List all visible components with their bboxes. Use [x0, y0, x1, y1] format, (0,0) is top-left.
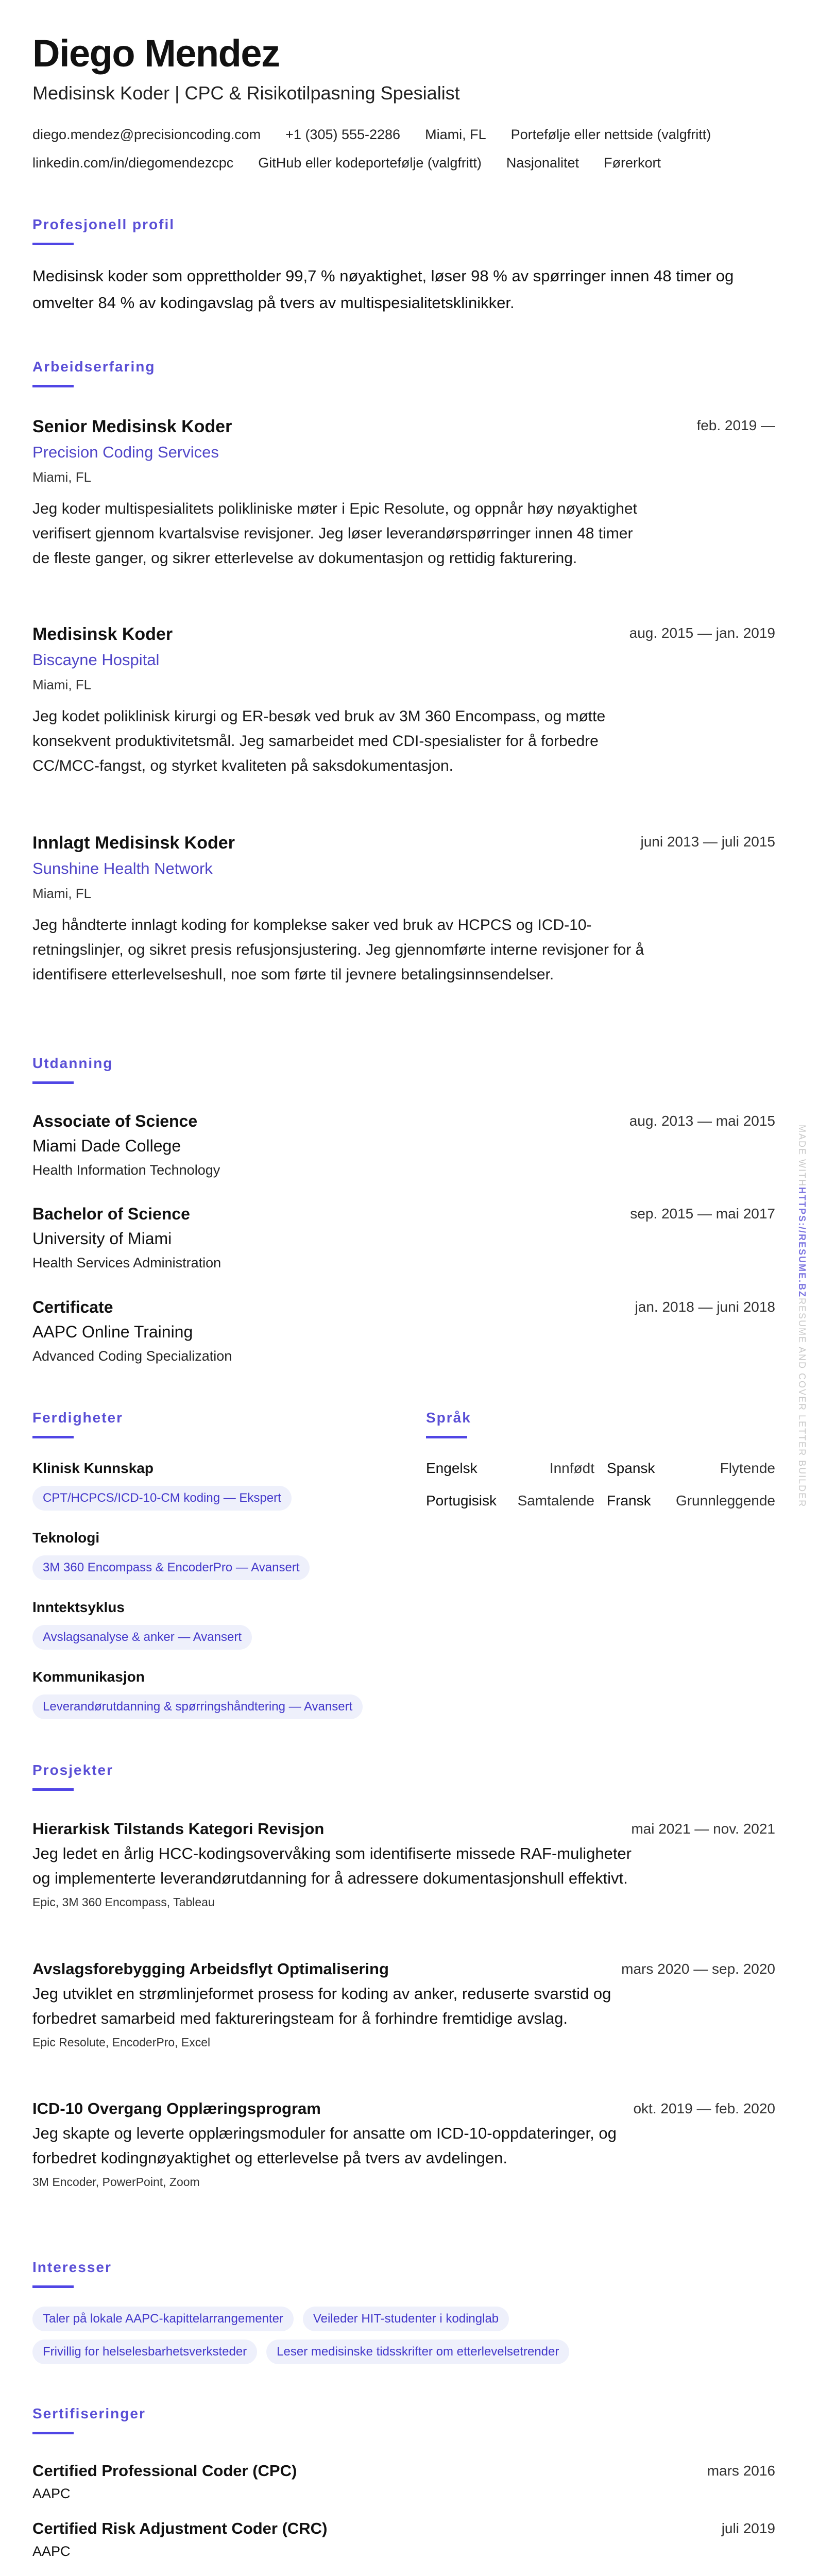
education-date: aug. 2013 — mai 2015 [629, 1113, 775, 1129]
project-date: mars 2020 — sep. 2020 [621, 1961, 775, 1977]
contact-linkedin[interactable]: linkedin.com/in/diegomendezcpc [32, 155, 234, 171]
contact-portfolio[interactable]: Portefølje eller nettside (valgfritt) [510, 127, 711, 142]
language-item [426, 1458, 594, 1479]
interest-tag: Frivillig for helselesbarhetsverksteder [32, 2340, 257, 2364]
job-description: Jeg håndterte innlagt koding for komplekse saker ved bruk av HCPCS og ICD-10-retningslinjer, og sikret presis refusjonsjustering. Jeg gjennomførte interne revisjoner for å identifisere etterlevelseshull, noe som førte til jevnere betalingsinnsendelser. [32, 917, 644, 983]
skill-group [32, 1667, 393, 1719]
contact-list [32, 121, 779, 177]
education-date: sep. 2015 — mai 2017 [630, 1206, 775, 1222]
skill-category: Teknologi [32, 1530, 100, 1546]
job-title: Senior Medisinsk Koder [32, 417, 232, 436]
project-title: Hierarkisk Tilstands Kategori Revisjon [32, 1820, 325, 1838]
skill-tag: 3M 360 Encompass & EncoderPro — Avansert [32, 1555, 310, 1580]
project-date: okt. 2019 — feb. 2020 [633, 2100, 775, 2116]
section-heading: Sertifiseringer [32, 2405, 146, 2421]
skill-group [32, 1597, 393, 1650]
candidate-name: Diego Mendez [32, 32, 280, 75]
certification-date: mars 2016 [707, 2463, 775, 2479]
skill-category: Inntektsyklus [32, 1599, 125, 1615]
education-degree: Associate of Science [32, 1112, 198, 1130]
job-company: Precision Coding Services [32, 443, 219, 461]
section-divider [32, 1788, 74, 1791]
interest-tag: Taler på lokale AAPC-kapittelarrangementer [32, 2307, 294, 2331]
job-entry [32, 413, 775, 571]
job-description: Jeg koder multispesialitets polikliniske møter i Epic Resolute, og oppnår høy nøyaktighet verifisert gjennom kvartalsvise revisjoner. Jeg løser leverandørspørringer innen 48 timer de fleste ganger, og sikrer etterlevelse av dokumentasjon og rettidig fakturering. [32, 500, 637, 567]
certification-title: Certified Professional Coder (CPC) [32, 2462, 297, 2480]
language-level: Grunnleggende [675, 1493, 775, 1509]
language-level: Samtalende [517, 1493, 594, 1509]
section-divider [32, 385, 74, 387]
section-heading: Arbeidserfaring [32, 359, 156, 375]
section-divider [32, 243, 74, 245]
contact-email[interactable]: diego.mendez@precisioncoding.com [32, 127, 261, 142]
experience-section [32, 357, 775, 387]
language-item [426, 1490, 594, 1511]
project-tech: 3M Encoder, PowerPoint, Zoom [32, 2175, 200, 2189]
skills-section [32, 1408, 393, 1736]
interest-tag: Leser medisinske tidsskrifter om etterlevelsetrender [266, 2340, 569, 2364]
projects-section [32, 1760, 775, 1791]
section-divider [32, 2285, 74, 2288]
language-item [607, 1490, 775, 1511]
job-description: Jeg kodet poliklinisk kirurgi og ER-besøk ved bruk av 3M 360 Encompass, og møtte konsekvent produktivitetsmål. Jeg samarbeidet med CDI-spesialister for å forbedre CC/MCC-fangst, og styrket kvaliteten på saksdokumentasjon. [32, 708, 606, 774]
project-title: Avslagsforebygging Arbeidsflyt Optimalisering [32, 1960, 389, 1978]
job-location: Miami, FL [32, 677, 92, 692]
job-date: feb. 2019 — [696, 417, 775, 433]
builder-watermark [796, 1125, 807, 1507]
language-name: Portugisisk [426, 1493, 497, 1509]
education-school: Miami Dade College [32, 1137, 181, 1155]
education-field: Health Information Technology [32, 1162, 220, 1178]
section-heading: Utdanning [32, 1055, 113, 1071]
project-tech: Epic Resolute, EncoderPro, Excel [32, 2036, 211, 2049]
contact-location: Miami, FL [425, 127, 486, 142]
certifications-section [32, 2403, 775, 2434]
certification-entry [32, 2517, 775, 2563]
skill-group [32, 1458, 393, 1511]
skill-tag: CPT/HCPCS/ICD-10-CM koding — Ekspert [32, 1486, 292, 1511]
job-entry [32, 829, 775, 987]
job-company: Sunshine Health Network [32, 859, 213, 877]
project-entry [32, 1957, 775, 2054]
education-degree: Bachelor of Science [32, 1205, 190, 1223]
interests-section [32, 2257, 775, 2364]
job-entry [32, 621, 775, 778]
job-title: Innlagt Medisinsk Koder [32, 833, 235, 853]
education-entry [32, 1295, 775, 1368]
skill-category: Klinisk Kunnskap [32, 1460, 154, 1476]
language-item [607, 1458, 775, 1479]
education-entry [32, 1109, 775, 1182]
job-date: juni 2013 — juli 2015 [640, 834, 775, 850]
education-entry [32, 1201, 775, 1275]
project-date: mai 2021 — nov. 2021 [631, 1821, 775, 1837]
job-date: aug. 2015 — jan. 2019 [629, 625, 775, 641]
education-school: University of Miami [32, 1229, 172, 1248]
section-divider [426, 1436, 467, 1438]
project-entry [32, 2096, 775, 2193]
profile-section [32, 214, 775, 316]
skill-tag: Avslagsanalyse & anker — Avansert [32, 1625, 252, 1650]
watermark-prefix: MADE WITH [797, 1125, 807, 1187]
certification-date: juli 2019 [721, 2520, 775, 2536]
project-description: Jeg ledet en årlig HCC-kodingsovervåking som identifiserte missede RAF-muligheter og implementerte leverandørutdanning for å adressere dokumentasjonshull effektivt. [32, 1844, 632, 1887]
contact-nationality: Nasjonalitet [506, 155, 579, 171]
section-divider [32, 1081, 74, 1084]
job-location: Miami, FL [32, 469, 92, 485]
certification-title: Certified Risk Adjustment Coder (CRC) [32, 2519, 328, 2537]
skill-tag: Leverandørutdanning & spørringshåndtering — Avansert [32, 1694, 363, 1719]
section-divider [32, 1436, 74, 1438]
section-heading: Ferdigheter [32, 1410, 124, 1426]
section-divider [32, 2432, 74, 2434]
interest-tag: Veileder HIT-studenter i kodinglab [303, 2307, 509, 2331]
profile-summary: Medisinsk koder som opprettholder 99,7 % nøyaktighet, løser 98 % av spørringer innen 48 timer og omvelter 84 % av kodingavslag på tvers av multispesialitetsklinikker. [32, 267, 734, 312]
certification-issuer: AAPC [32, 2544, 71, 2559]
candidate-subtitle: Medisinsk Koder | CPC & Risikotilpasning Spesialist [32, 82, 460, 104]
education-field: Advanced Coding Specialization [32, 1348, 232, 1364]
job-company: Biscayne Hospital [32, 651, 160, 669]
contact-github[interactable]: GitHub eller kodeportefølje (valgfritt) [258, 155, 482, 171]
project-entry [32, 1817, 775, 1913]
section-heading: Språk [426, 1410, 471, 1426]
job-title: Medisinsk Koder [32, 624, 173, 644]
language-name: Fransk [607, 1493, 651, 1509]
education-school: AAPC Online Training [32, 1323, 193, 1341]
skill-group [32, 1528, 393, 1580]
section-heading: Profesjonell profil [32, 216, 175, 232]
education-degree: Certificate [32, 1298, 113, 1316]
project-title: ICD-10 Overgang Opplæringsprogram [32, 2099, 321, 2117]
language-name: Engelsk [426, 1460, 478, 1476]
section-heading: Interesser [32, 2259, 112, 2275]
education-date: jan. 2018 — juni 2018 [635, 1299, 775, 1315]
language-level: Innfødt [549, 1460, 594, 1476]
contact-license: Førerkort [603, 155, 661, 171]
language-level: Flytende [720, 1460, 775, 1476]
certification-issuer: AAPC [32, 2486, 71, 2501]
watermark-suffix: RESUME AND COVER LETTER BUILDER [797, 1298, 807, 1508]
project-description: Jeg skapte og leverte opplæringsmoduler for ansatte om ICD-10-oppdateringer, og forbedret kodingnøyaktighet og etterlevelse på tvers av avdelingen. [32, 2124, 617, 2167]
watermark-link[interactable]: HTTPS://RESUME.BZ [797, 1187, 807, 1298]
skill-category: Kommunikasjon [32, 1669, 145, 1685]
project-description: Jeg utviklet en strømlinjeformet prosess for koding av anker, reduserte svarstid og forbedret samarbeid med faktureringsteam for å forhindre fremtidige avslag. [32, 1985, 611, 2027]
language-name: Spansk [607, 1460, 655, 1476]
contact-phone[interactable]: +1 (305) 555-2286 [285, 127, 401, 142]
section-heading: Prosjekter [32, 1762, 113, 1778]
education-field: Health Services Administration [32, 1255, 221, 1270]
project-tech: Epic, 3M 360 Encompass, Tableau [32, 1895, 215, 1909]
education-section [32, 1053, 775, 1084]
languages-section [426, 1408, 775, 1511]
certification-entry [32, 2460, 775, 2505]
job-location: Miami, FL [32, 886, 92, 901]
